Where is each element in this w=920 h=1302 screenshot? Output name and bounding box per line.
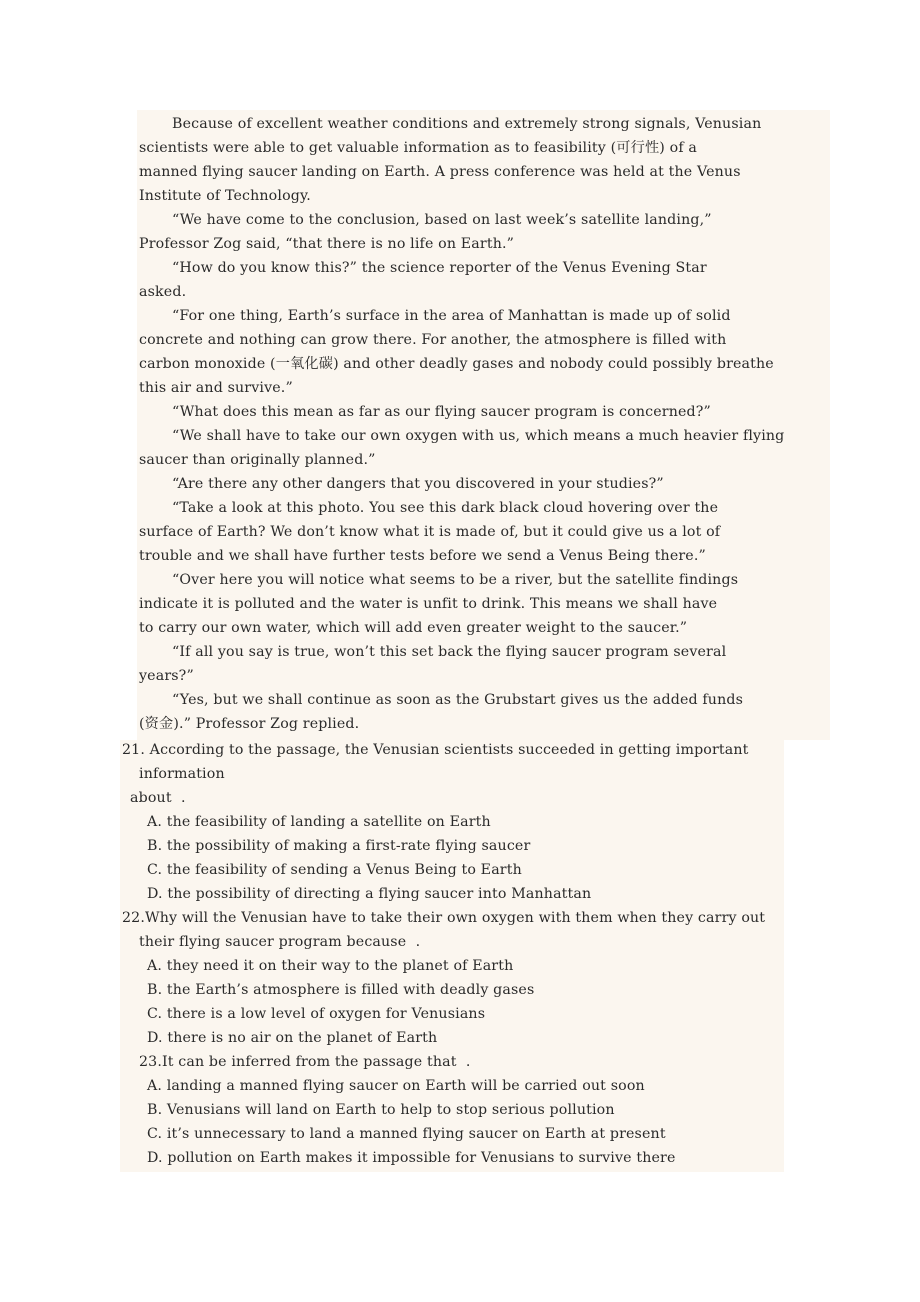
answer-option-c[interactable]: C. the feasibility of sending a Venus Being to Earth [147,862,522,878]
passage-line: concrete and nothing can grow there. For another, the atmosphere is filled with [139,332,727,348]
question-stem: 23.It can be inferred from the passage that . [139,1054,471,1070]
answer-option-c[interactable]: C. there is a low level of oxygen for Venusians [147,1006,486,1022]
passage-line: scientists were able to get valuable information as to feasibility (可行性) of a [139,140,697,156]
passage-line: surface of Earth? We don’t know what it is made of, but it could give us a lot of [139,524,721,540]
answer-option-a[interactable]: A. the feasibility of landing a satellite on Earth [147,814,491,830]
passage-line: “Over here you will notice what seems to be a river, but the satellite findings [172,572,739,588]
passage-line: asked. [139,284,187,300]
passage-line: carbon monoxide (一氧化碳) and other deadly gases and nobody could possibly breathe [139,356,774,372]
passage-line: indicate it is polluted and the water is unfit to drink. This means we shall have [139,596,718,612]
answer-option-b[interactable]: B. Venusians will land on Earth to help to stop serious pollution [147,1102,615,1118]
answer-option-c[interactable]: C. it’s unnecessary to land a manned flying saucer on Earth at present [147,1126,666,1142]
passage-line: “Yes, but we shall continue as soon as the Grubstart gives us the added funds [172,692,744,708]
answer-option-a[interactable]: A. they need it on their way to the planet of Earth [147,958,514,974]
answer-option-d[interactable]: D. the possibility of directing a flying saucer into Manhattan [147,886,592,902]
question-stem: information [139,766,225,782]
passage-line: saucer than originally planned.” [139,452,376,468]
passage-line: trouble and we shall have further tests before we send a Venus Being there.” [139,548,706,564]
answer-option-d[interactable]: D. pollution on Earth makes it impossible for Venusians to survive there [147,1150,676,1166]
passage-line: “We have come to the conclusion, based on last week’s satellite landing,” [172,212,712,228]
passage-line: Because of excellent weather conditions and extremely strong signals, Venusian [172,116,762,132]
passage-line: “If all you say is true, won’t this set back the flying saucer program several [172,644,727,660]
passage-line: “Are there any other dangers that you discovered in your studies?” [172,476,664,492]
question-stem: 21. According to the passage, the Venusian scientists succeeded in getting important [122,742,749,758]
question-stem: 22.Why will the Venusian have to take their own oxygen with them when they carry out [122,910,766,926]
passage-line: (资金).” Professor Zog replied. [139,716,360,732]
answer-option-b[interactable]: B. the Earth’s atmosphere is filled with deadly gases [147,982,535,998]
answer-option-d[interactable]: D. there is no air on the planet of Earth [147,1030,438,1046]
passage-line: to carry our own water, which will add even greater weight to the saucer.” [139,620,688,636]
answer-option-a[interactable]: A. landing a manned flying saucer on Earth will be carried out soon [147,1078,645,1094]
passage-line: manned flying saucer landing on Earth. A press conference was held at the Venus [139,164,741,180]
passage-line: “How do you know this?” the science reporter of the Venus Evening Star [172,260,707,276]
passage-line: this air and survive.” [139,380,293,396]
passage-line: “We shall have to take our own oxygen with us, which means a much heavier flying [172,428,785,444]
passage-line: Professor Zog said, “that there is no life on Earth.” [139,236,515,252]
passage-line: Institute of Technology. [139,188,311,204]
passage-line: “For one thing, Earth’s surface in the area of Manhattan is made up of solid [172,308,731,324]
passage-line: “Take a look at this photo. You see this dark black cloud hovering over the [172,500,719,516]
passage-line: years?” [139,668,194,684]
passage-line: “What does this mean as far as our flying saucer program is concerned?” [172,404,711,420]
question-stem: about . [130,790,186,806]
question-stem: their flying saucer program because . [139,934,421,950]
answer-option-b[interactable]: B. the possibility of making a first-rate flying saucer [147,838,531,854]
